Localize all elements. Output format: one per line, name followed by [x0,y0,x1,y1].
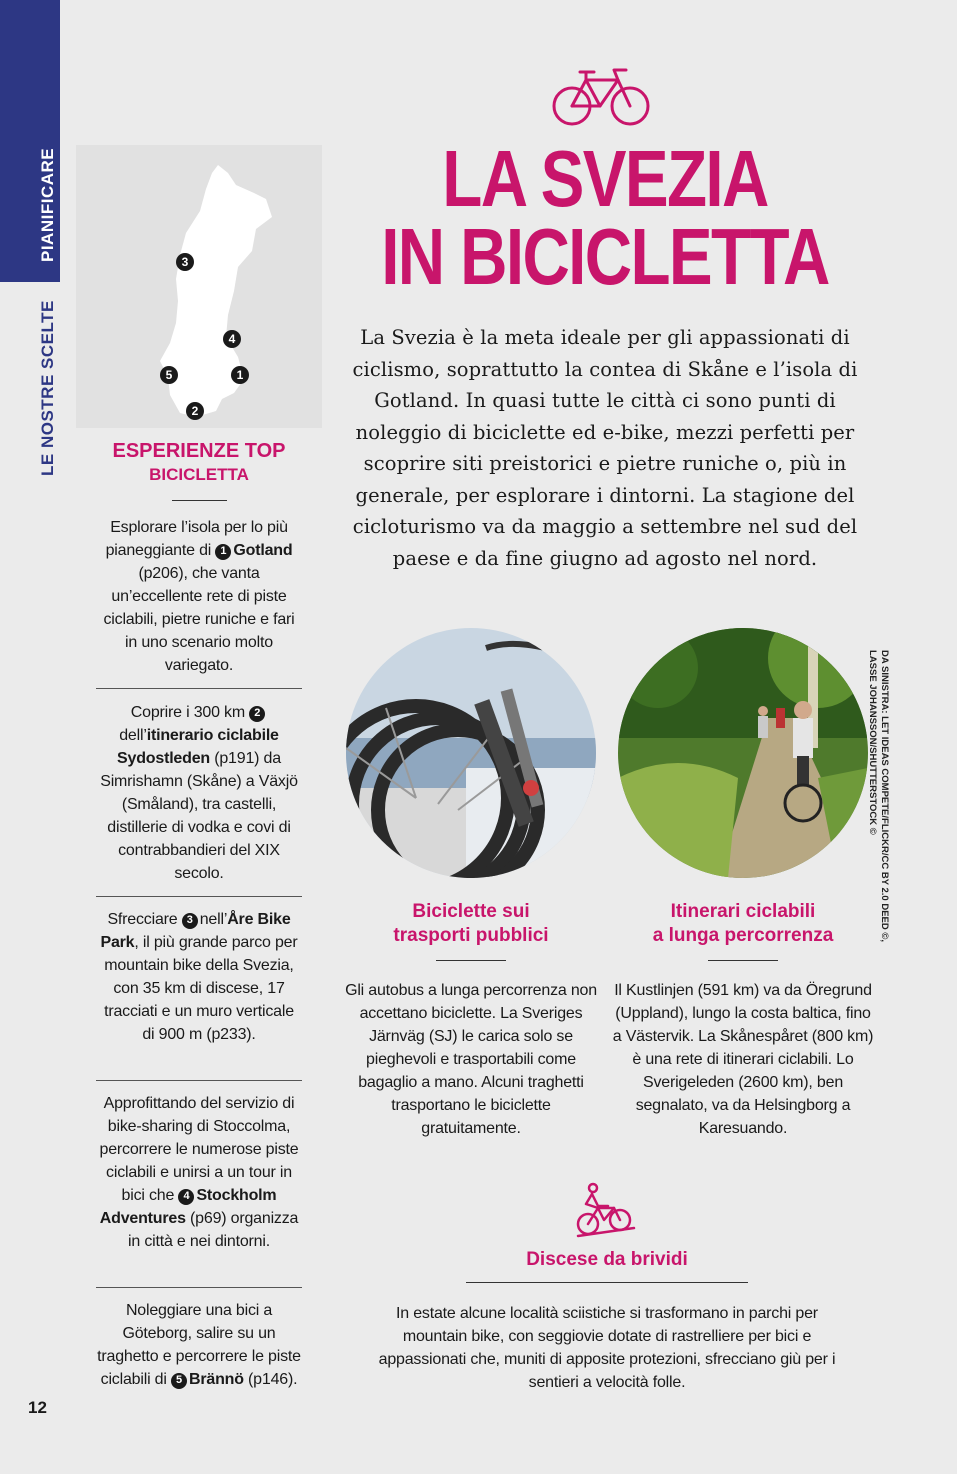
title-line: trasporti pubblici [393,925,549,946]
experience-item [96,1092,302,1253]
item-number: 5 [171,1373,187,1389]
public-transport-title [346,900,596,948]
divider [96,1287,302,1288]
cyclists-on-trail-photo [618,628,868,878]
item-text: Esplorare l’isola per lo più pianeggiante di [105,519,288,559]
map-marker: 4 [223,330,241,348]
item-place: Brännö [188,1371,244,1388]
map-marker: 1 [231,366,249,384]
section-label: PIANIFICARE [38,147,57,262]
experiences-heading [96,438,302,486]
item-text: Approfittando del servizio di bike-sharing di Stoccolma, percorrere le numerose piste ciclabili e unirsi a un tour in bici che [99,1095,299,1204]
bicycle-icon [550,66,652,128]
long-distance-title [618,900,868,948]
experience-item [96,516,302,677]
thrills-title: Discese da brividi [526,1249,688,1270]
heading-rule [172,500,227,501]
divider [96,1080,302,1081]
item-number: 2 [249,706,265,722]
item-number: 4 [178,1189,194,1205]
divider [96,688,302,689]
title-line: Itinerari ciclabili [670,901,816,922]
item-number: 1 [215,544,231,560]
item-text: dell’ [119,727,147,744]
item-text: , il più grande parco per mountain bike della Svezia, con 35 km di discese, 17 tracciati e un muro verticale di 900 m (p233). [104,934,298,1043]
item-text: (p191) da Simrishamn (Skåne) a Växjö (Småland), tra castelli, distillerie di vodka e covi di contrabbandieri del XIX secolo. [100,750,298,882]
item-place: itinerario ciclabile Sydostleden [117,727,279,767]
bikes-on-ferry-photo [346,628,596,878]
map-marker: 3 [176,253,194,271]
map-marker: 5 [160,366,178,384]
sweden-map [76,145,322,428]
item-place: Åre Bike Park [100,911,291,951]
map-marker: 2 [186,402,204,420]
long-distance-body: Il Kustlinjen (591 km) va da Öregrund (Uppland), lungo la costa baltica, fino a Västervik. La Skånespåret (800 km) è una rete di itinerari ciclabili. Lo Sverigeleden (2600 km), ben segnalato, va da Helsingborg a Karesuando. [612,982,874,1137]
photo-credit [866,650,890,942]
title-line: IN BICICLETTA [381,212,829,301]
experiences-title: ESPERIENZE TOP [112,440,286,462]
experience-item [96,701,302,885]
item-place: Stockholm Adventures [99,1187,277,1227]
experience-item [96,908,302,1046]
item-text: nell’ [199,911,228,928]
intro-paragraph: La Svezia è la meta ideale per gli appassionati di ciclismo, soprattutto la contea di Skåne e l’isola di Gotland. In quasi tutte le città ci sono punti di noleggio di biciclette ed e-bike, mezzi perfetti per scoprire siti preistorici e pietre runiche o, più in generale, per esplorare i dintorni. La stagione del cicloturismo va da maggio a settembre nel sud del paese e da fine giugno ad agosto nel nord. [352,326,858,570]
page-title [380,134,831,301]
page-number: 12 [28,1398,47,1417]
section-rule [466,1282,748,1283]
item-place: Gotland [233,542,293,559]
section-rule [436,960,506,961]
item-text: (p206), che vanta un’eccellente rete di piste ciclabili, pietre runiche e fari in uno scenario molto variegato. [103,565,295,674]
section-rule [708,960,778,961]
sweden-outline [76,145,322,428]
credit-line: LASSE JOHANSSON/SHUTTERSTOCK © [867,650,878,835]
item-text: Noleggiare una bici a Göteborg, salire su un traghetto e percorrere le piste ciclabili di [97,1302,301,1388]
item-text: (p146). [248,1371,298,1388]
subsection-label: LE NOSTRE SCELTE [38,300,57,476]
title-line: a lunga percorrenza [652,925,834,946]
experiences-subtitle: BICICLETTA [149,465,249,484]
credit-line: DA SINISTRA: LET IDEAS COMPETE/FLICKR/CC BY 2.0 DEED ©, [879,650,890,943]
experience-item [96,1299,302,1391]
title-line: LA SVEZIA [442,134,768,223]
divider [96,896,302,897]
title-line: Biciclette sui [412,901,530,922]
downhill-cyclist-icon [576,1182,636,1240]
public-transport-body: Gli autobus a lunga percorrenza non accettano biciclette. La Sveriges Järnväg (SJ) le carica solo se pieghevoli e trasportabili come bagaglio a mano. Alcuni traghetti trasportano le biciclette gratuitamente. [345,982,597,1137]
item-number: 3 [182,913,198,929]
item-text: (p69) organizza in città e nei dintorni. [128,1210,299,1250]
thrills-body: In estate alcune località sciistiche si trasformano in parchi per mountain bike, con seggiovie dotate di rastrelliere per bici e appassionati che, muniti di apposite protezioni, sfrecciano giù per i sentieri a velocità folle. [378,1305,836,1391]
item-text: Coprire i 300 km [130,704,245,721]
item-text: Sfrecciare [107,911,178,928]
